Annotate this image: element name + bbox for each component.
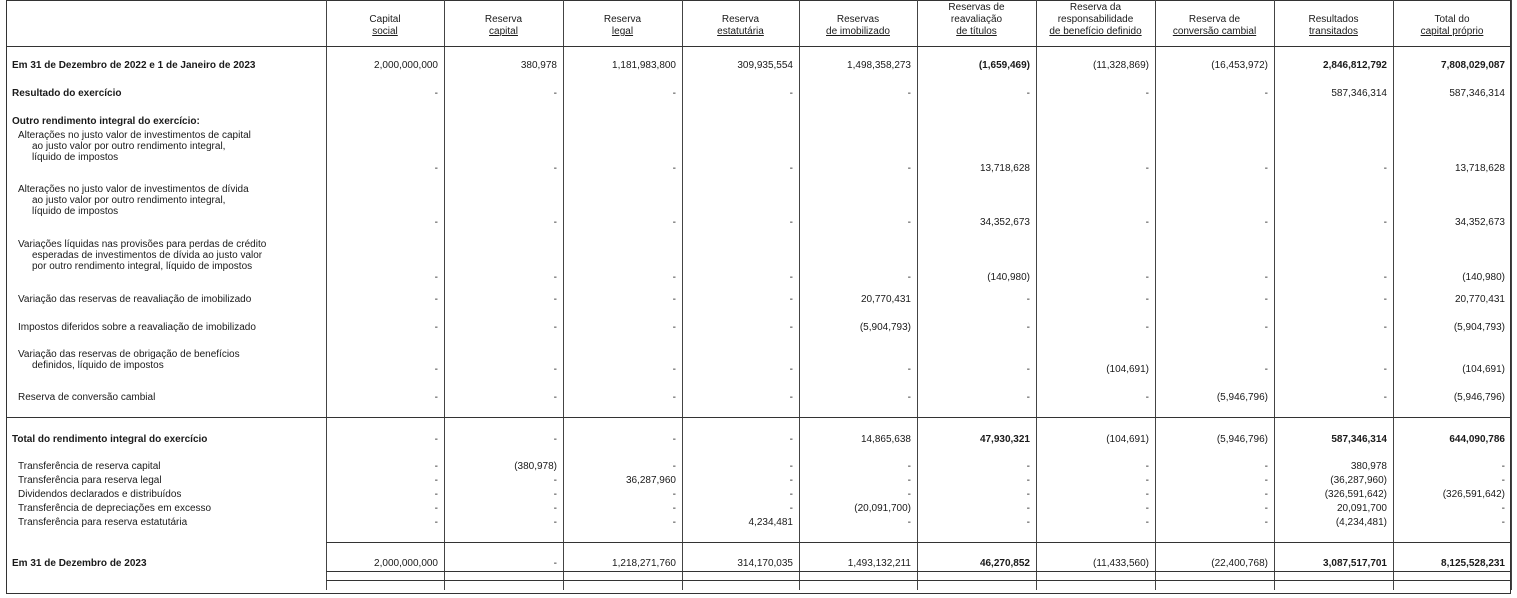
value-cell: -: [907, 517, 911, 528]
value-cell: 13,718,628: [1454, 163, 1505, 174]
value-cell: -: [1264, 322, 1268, 333]
value-cell: 587,346,314: [1331, 434, 1387, 445]
value-cell: (5,904,793): [1453, 322, 1505, 333]
value-cell: -: [553, 88, 557, 99]
value-cell: 587,346,314: [1449, 88, 1505, 99]
column-header-line: conversão cambial: [1172, 26, 1257, 37]
value-cell: -: [1026, 322, 1030, 333]
value-cell: 47,930,321: [979, 434, 1030, 445]
value-cell: 587,346,314: [1331, 88, 1387, 99]
value-cell: -: [907, 88, 911, 99]
row-label: Em 31 de Dezembro de 2023: [12, 558, 147, 569]
value-cell: -: [789, 503, 793, 514]
value-cell: 20,770,431: [860, 294, 911, 305]
value-cell: -: [553, 517, 557, 528]
value-cell: 46,270,852: [979, 558, 1030, 569]
value-cell: (104,691): [1106, 434, 1149, 445]
value-cell: (1,659,469): [978, 60, 1030, 71]
value-cell: -: [789, 294, 793, 305]
value-cell: -: [907, 461, 911, 472]
value-cell: -: [1264, 272, 1268, 283]
value-cell: (36,287,960): [1330, 475, 1387, 486]
value-cell: -: [434, 461, 438, 472]
column-header-line: Reserva de: [1188, 14, 1241, 25]
value-cell: (5,904,793): [859, 322, 911, 333]
column-divider: [799, 0, 800, 590]
value-cell: (380,978): [514, 461, 557, 472]
column-header-line: de imobilizado: [826, 26, 890, 37]
value-cell: -: [907, 364, 911, 375]
value-cell: -: [672, 434, 676, 445]
value-cell: -: [789, 364, 793, 375]
value-cell: -: [553, 434, 557, 445]
value-cell: -: [672, 322, 676, 333]
horizontal-rule: [326, 580, 1511, 581]
value-cell: -: [672, 364, 676, 375]
column-header-line: responsabilidade: [1057, 14, 1134, 25]
column-header-line: capital: [489, 26, 518, 37]
value-cell: -: [434, 392, 438, 403]
column-header-line: transitados: [1309, 26, 1358, 37]
value-cell: -: [907, 217, 911, 228]
value-cell: -: [434, 322, 438, 333]
value-cell: -: [1145, 294, 1149, 305]
column-header-line: Reserva: [721, 14, 760, 25]
value-cell: 36,287,960: [625, 475, 676, 486]
value-cell: -: [553, 364, 557, 375]
column-header-line: estatutária: [717, 26, 764, 37]
value-cell: -: [672, 489, 676, 500]
value-cell: -: [1145, 489, 1149, 500]
value-cell: -: [434, 503, 438, 514]
value-cell: -: [1264, 364, 1268, 375]
value-cell: (5,946,796): [1453, 392, 1505, 403]
column-header: [1036, 2, 1155, 38]
value-cell: -: [1145, 503, 1149, 514]
horizontal-rule: [326, 542, 1511, 543]
value-cell: -: [789, 322, 793, 333]
horizontal-rule: [326, 571, 1511, 572]
column-header-line: Reserva da: [1069, 2, 1122, 13]
value-cell: -: [1501, 503, 1505, 514]
value-cell: -: [672, 163, 676, 174]
row-label: Em 31 de Dezembro de 2022 e 1 de Janeiro de 2023: [12, 60, 256, 71]
value-cell: 14,865,638: [860, 434, 911, 445]
column-divider: [1036, 0, 1037, 590]
value-cell: -: [1145, 461, 1149, 472]
row-label: Variação das reservas de reavaliação de imobilizado: [18, 294, 252, 305]
value-cell: (326,591,642): [1324, 489, 1387, 500]
row-label: Transferência para reserva legal: [18, 475, 162, 486]
value-cell: -: [1145, 475, 1149, 486]
column-header: [563, 14, 682, 38]
value-cell: -: [1383, 392, 1387, 403]
value-cell: -: [672, 217, 676, 228]
row-label: Dividendos declarados e distribuídos: [18, 489, 182, 500]
value-cell: -: [1026, 392, 1030, 403]
value-cell: -: [789, 392, 793, 403]
value-cell: -: [434, 163, 438, 174]
column-divider: [682, 0, 683, 590]
value-cell: -: [434, 294, 438, 305]
value-cell: (104,691): [1106, 364, 1149, 375]
value-cell: -: [1383, 322, 1387, 333]
value-cell: -: [1264, 489, 1268, 500]
value-cell: -: [434, 88, 438, 99]
column-header: [326, 14, 444, 38]
value-cell: (140,980): [1462, 272, 1505, 283]
value-cell: -: [1383, 272, 1387, 283]
value-cell: -: [553, 489, 557, 500]
value-cell: -: [553, 558, 557, 569]
column-divider: [1393, 0, 1394, 590]
column-header-line: Reservas de: [948, 2, 1005, 13]
horizontal-rule: [6, 417, 1511, 418]
column-header: [917, 2, 1036, 38]
value-cell: 34,352,673: [979, 217, 1030, 228]
column-divider: [563, 0, 564, 590]
value-cell: -: [1264, 503, 1268, 514]
value-cell: -: [1026, 88, 1030, 99]
value-cell: -: [1145, 217, 1149, 228]
column-header-line: Reserva: [603, 14, 642, 25]
value-cell: 2,846,812,792: [1323, 60, 1387, 71]
row-label: Reserva de conversão cambial: [18, 392, 156, 403]
column-divider: [1155, 0, 1156, 590]
column-header-line: capital próprio: [1420, 26, 1484, 37]
value-cell: -: [672, 503, 676, 514]
value-cell: -: [1383, 364, 1387, 375]
value-cell: (4,234,481): [1335, 517, 1387, 528]
value-cell: 1,498,358,273: [847, 60, 911, 71]
row-label: ao justo valor por outro rendimento integral,: [32, 141, 226, 152]
column-header-line: Reservas: [836, 14, 880, 25]
value-cell: (11,328,869): [1093, 60, 1149, 71]
value-cell: -: [907, 392, 911, 403]
value-cell: -: [672, 88, 676, 99]
value-cell: 1,181,983,800: [612, 60, 676, 71]
value-cell: -: [1145, 88, 1149, 99]
row-label: Alterações no justo valor de investimentos de capital: [18, 130, 251, 141]
column-header-line: reavaliação: [950, 14, 1003, 25]
value-cell: -: [1264, 163, 1268, 174]
value-cell: -: [789, 489, 793, 500]
value-cell: -: [1026, 364, 1030, 375]
value-cell: -: [672, 294, 676, 305]
value-cell: -: [789, 461, 793, 472]
value-cell: -: [789, 217, 793, 228]
value-cell: (11,433,560): [1093, 558, 1149, 569]
value-cell: -: [553, 503, 557, 514]
value-cell: -: [434, 364, 438, 375]
value-cell: 20,091,700: [1336, 503, 1387, 514]
value-cell: (5,946,796): [1216, 392, 1268, 403]
value-cell: 4,234,481: [748, 517, 793, 528]
column-header-line: legal: [611, 26, 634, 37]
value-cell: -: [1026, 503, 1030, 514]
value-cell: 314,170,035: [737, 558, 793, 569]
column-header-line: Total do: [1434, 14, 1470, 25]
value-cell: -: [1264, 217, 1268, 228]
row-label: Impostos diferidos sobre a reavaliação de imobilizado: [18, 322, 256, 333]
column-divider: [1274, 0, 1275, 590]
value-cell: -: [434, 517, 438, 528]
row-label: definidos, líquido de impostos: [32, 360, 164, 371]
value-cell: (326,591,642): [1442, 489, 1505, 500]
value-cell: 20,770,431: [1454, 294, 1505, 305]
value-cell: 380,978: [520, 60, 557, 71]
column-divider: [326, 0, 327, 590]
row-label: Variações líquidas nas provisões para perdas de crédito: [18, 239, 267, 250]
row-label: líquido de impostos: [32, 206, 119, 217]
value-cell: -: [553, 163, 557, 174]
value-cell: (140,980): [987, 272, 1030, 283]
value-cell: 2,000,000,000: [374, 60, 438, 71]
value-cell: 3,087,517,701: [1323, 558, 1387, 569]
row-label: Total do rendimento integral do exercício: [12, 434, 208, 445]
value-cell: (5,946,796): [1216, 434, 1268, 445]
horizontal-rule: [6, 46, 1511, 47]
column-divider: [1511, 0, 1512, 590]
value-cell: -: [1145, 322, 1149, 333]
value-cell: -: [1383, 163, 1387, 174]
value-cell: -: [553, 322, 557, 333]
value-cell: -: [907, 475, 911, 486]
value-cell: -: [553, 217, 557, 228]
value-cell: -: [1026, 461, 1030, 472]
value-cell: (22,400,768): [1211, 558, 1268, 569]
value-cell: -: [1264, 294, 1268, 305]
value-cell: -: [789, 88, 793, 99]
column-header: [799, 14, 917, 38]
row-label: ao justo valor por outro rendimento integral,: [32, 195, 226, 206]
column-divider: [917, 0, 918, 590]
row-label: por outro rendimento integral, líquido de impostos: [32, 261, 253, 272]
value-cell: 1,218,271,760: [612, 558, 676, 569]
value-cell: -: [672, 272, 676, 283]
column-header-line: Capital: [369, 14, 401, 25]
value-cell: 7,808,029,087: [1441, 60, 1505, 71]
row-label: Alterações no justo valor de investimentos de dívida: [18, 184, 249, 195]
row-label: Transferência de depreciações em excesso: [18, 503, 212, 514]
value-cell: -: [434, 434, 438, 445]
value-cell: -: [1264, 475, 1268, 486]
value-cell: -: [1383, 294, 1387, 305]
column-header: [1274, 14, 1393, 38]
value-cell: -: [434, 272, 438, 283]
value-cell: 644,090,786: [1449, 434, 1505, 445]
row-label: Transferência para reserva estatutária: [18, 517, 188, 528]
value-cell: -: [789, 163, 793, 174]
value-cell: 8,125,528,231: [1441, 558, 1505, 569]
row-label: Transferência de reserva capital: [18, 461, 161, 472]
value-cell: (16,453,972): [1211, 60, 1268, 71]
value-cell: -: [1026, 294, 1030, 305]
value-cell: -: [789, 434, 793, 445]
value-cell: 34,352,673: [1454, 217, 1505, 228]
column-header-line: de benefício definido: [1049, 26, 1142, 37]
value-cell: 1,493,132,211: [847, 558, 911, 569]
value-cell: -: [1026, 489, 1030, 500]
column-header: [682, 14, 799, 38]
column-divider: [444, 0, 445, 590]
value-cell: -: [553, 272, 557, 283]
row-label: líquido de impostos: [32, 152, 119, 163]
value-cell: -: [434, 489, 438, 500]
row-label: Outro rendimento integral do exercício:: [12, 116, 200, 127]
value-cell: -: [434, 475, 438, 486]
value-cell: -: [1501, 517, 1505, 528]
value-cell: -: [1026, 517, 1030, 528]
column-header-line: de títulos: [956, 26, 997, 37]
value-cell: -: [553, 392, 557, 403]
value-cell: -: [672, 392, 676, 403]
row-label: Variação das reservas de obrigação de benefícios: [18, 349, 240, 360]
value-cell: (104,691): [1462, 364, 1505, 375]
row-label: esperadas de investimentos de dívida ao justo valor: [32, 250, 263, 261]
value-cell: 2,000,000,000: [374, 558, 438, 569]
value-cell: -: [553, 294, 557, 305]
value-cell: -: [1145, 272, 1149, 283]
value-cell: -: [1501, 461, 1505, 472]
row-label: Resultado do exercício: [12, 88, 122, 99]
value-cell: 309,935,554: [737, 60, 793, 71]
value-cell: -: [1026, 475, 1030, 486]
value-cell: -: [907, 489, 911, 500]
value-cell: -: [1264, 461, 1268, 472]
value-cell: (20,091,700): [854, 503, 911, 514]
value-cell: -: [1145, 163, 1149, 174]
value-cell: -: [789, 272, 793, 283]
column-header: [1155, 14, 1274, 38]
column-header-line: social: [372, 26, 398, 37]
value-cell: 13,718,628: [979, 163, 1030, 174]
column-header: [444, 14, 563, 38]
value-cell: -: [1145, 517, 1149, 528]
column-header-line: Resultados: [1308, 14, 1359, 25]
column-header: [1393, 14, 1511, 38]
value-cell: -: [907, 272, 911, 283]
value-cell: -: [434, 217, 438, 228]
value-cell: -: [1264, 88, 1268, 99]
value-cell: 380,978: [1350, 461, 1387, 472]
value-cell: -: [672, 461, 676, 472]
column-header-line: Reserva: [484, 14, 523, 25]
value-cell: -: [1501, 475, 1505, 486]
value-cell: -: [789, 475, 793, 486]
value-cell: -: [1145, 392, 1149, 403]
value-cell: -: [1264, 517, 1268, 528]
value-cell: -: [553, 475, 557, 486]
value-cell: -: [907, 163, 911, 174]
value-cell: -: [672, 517, 676, 528]
value-cell: -: [1383, 217, 1387, 228]
